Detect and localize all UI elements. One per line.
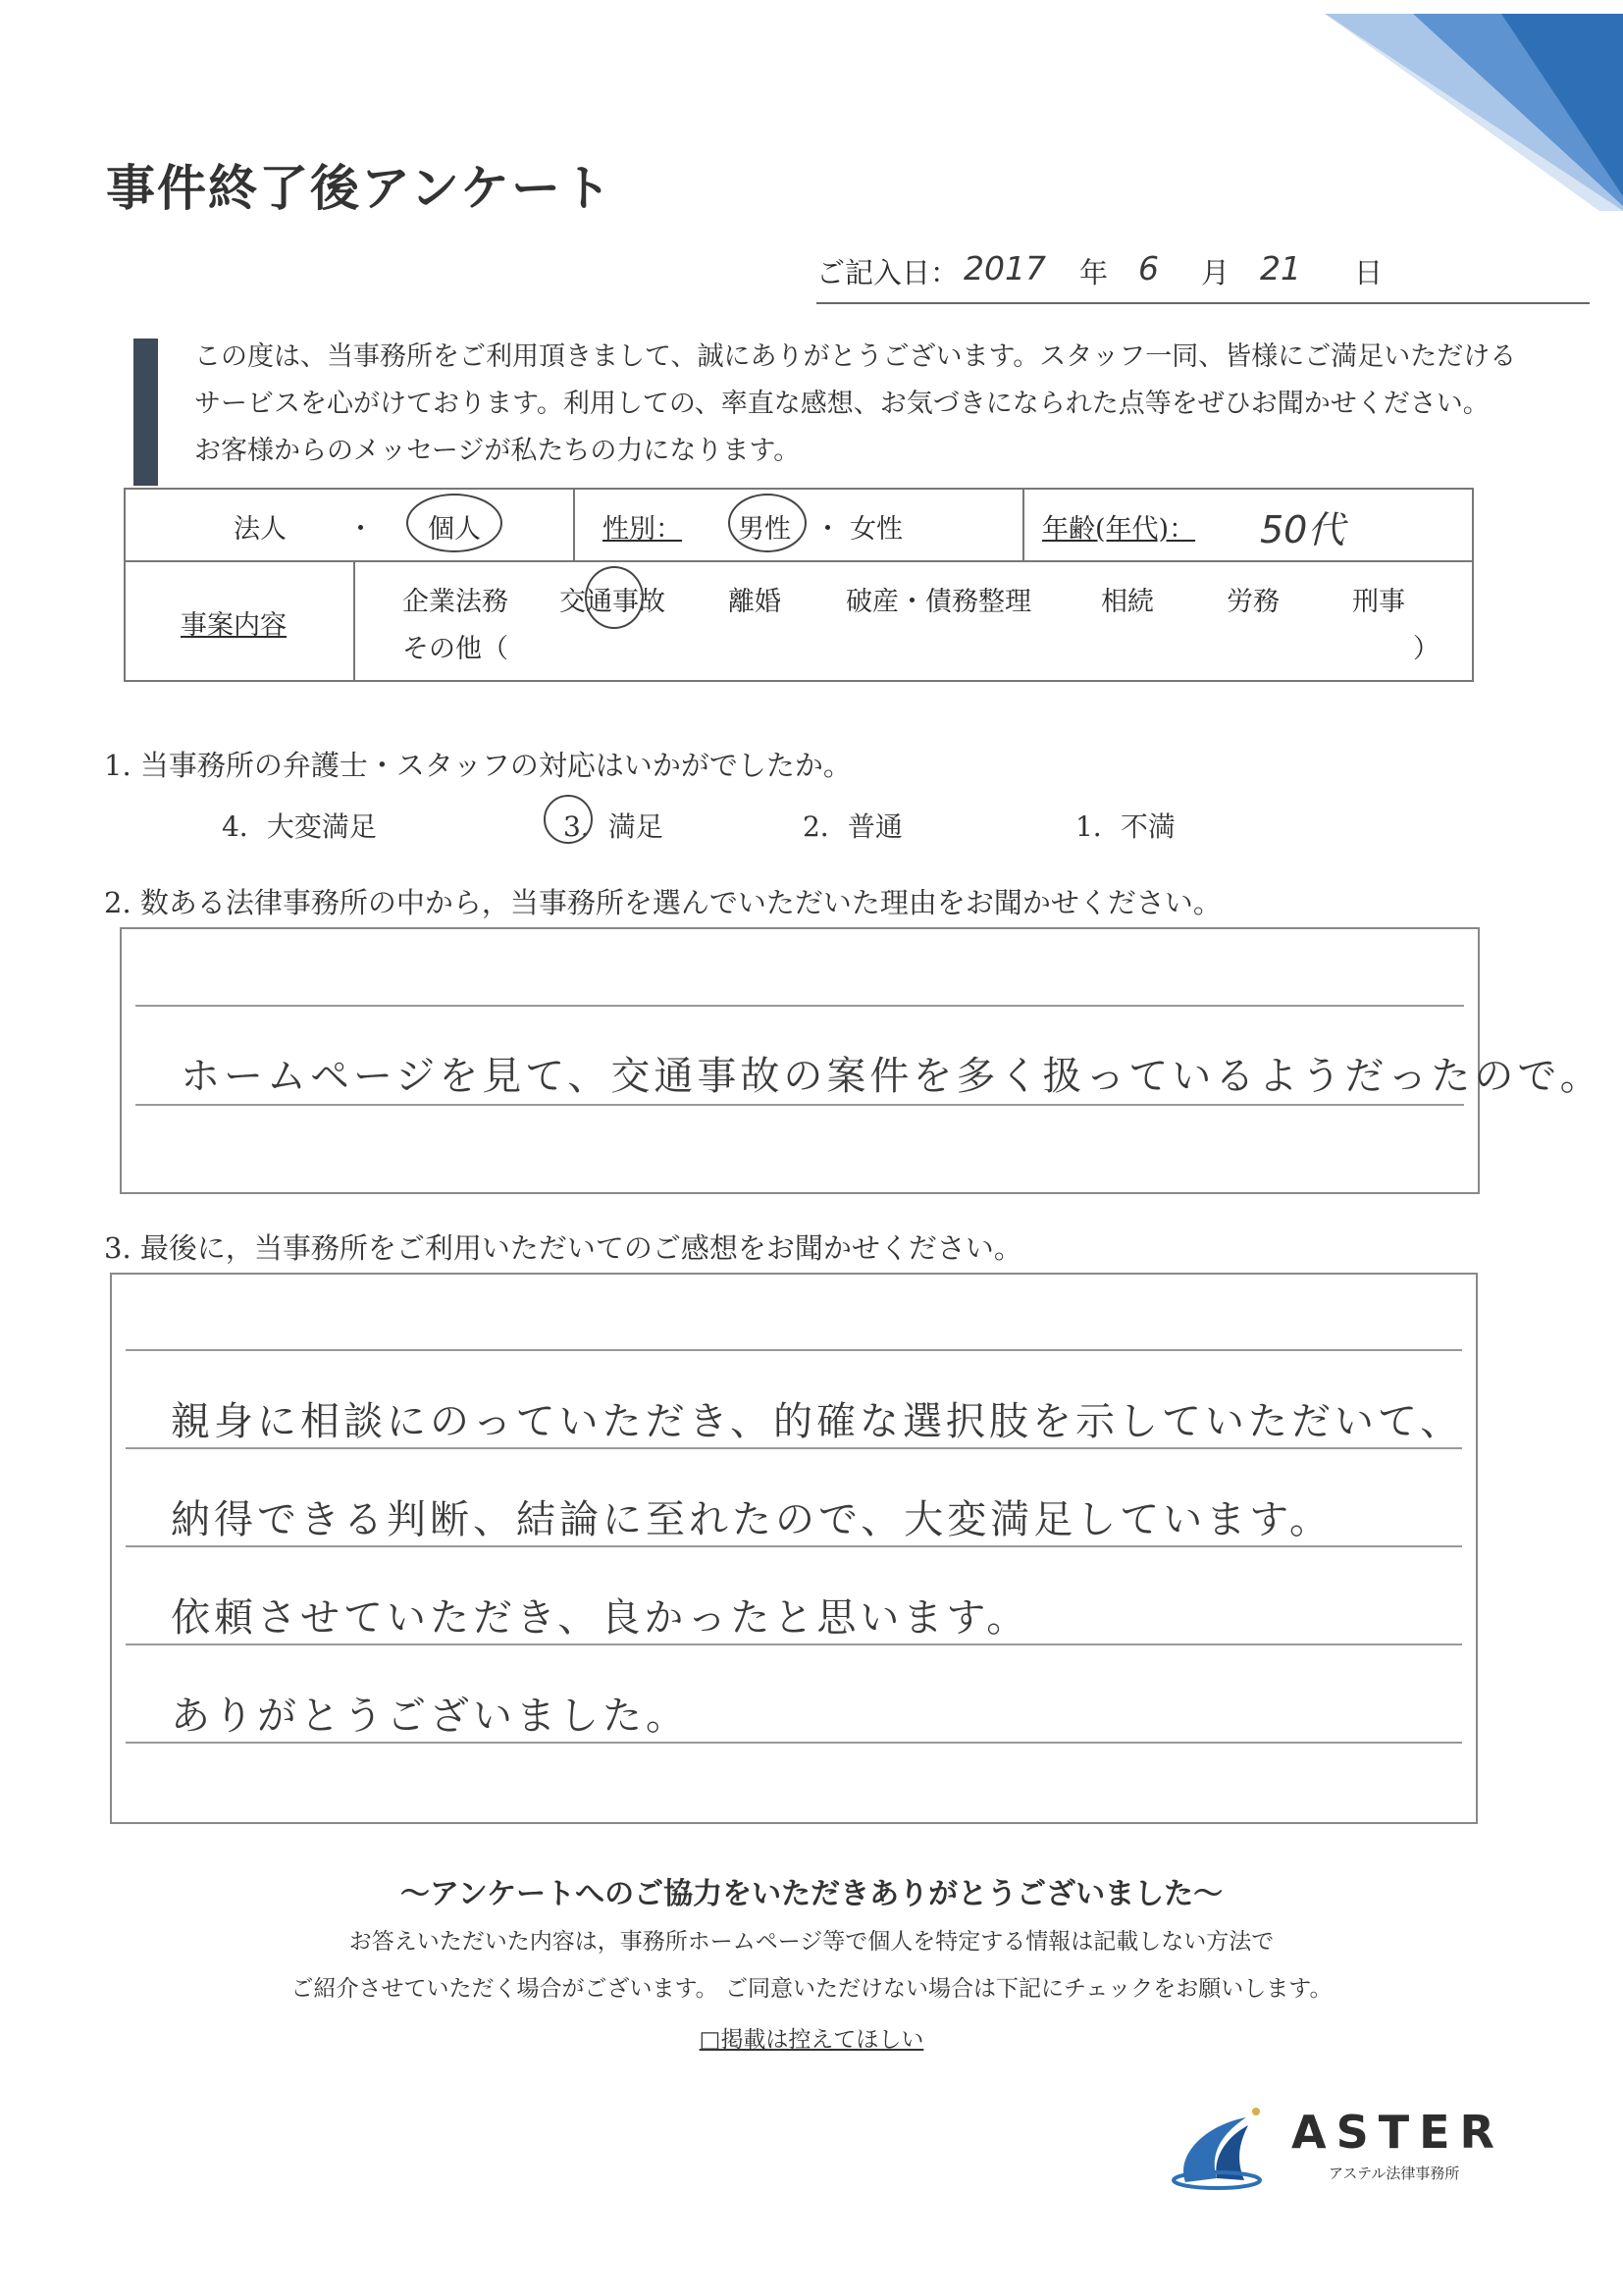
question-1: 1. 当事務所の弁護士・スタッフの対応はいかがでしたか。	[104, 749, 852, 782]
separator: ・	[347, 514, 374, 545]
question-2: 2. 数ある法律事務所の中から，当事務所を選んでいただいた理由をお聞かせください。	[104, 886, 1222, 919]
case-label: 事案内容	[181, 610, 287, 641]
date-month-unit: 月	[1201, 256, 1230, 289]
date-day: 21	[1260, 249, 1301, 287]
case-option: 離婚	[728, 587, 781, 617]
selected-circle	[728, 494, 807, 552]
q1-option: 2．普通	[803, 810, 903, 843]
intro-line-2: サービスを心がけております。利用しての、率直な感想、お気づきになられた点等をぜひお聞かせください。	[194, 389, 1490, 419]
q2-answer: ホームページを見て、交通事故の案件を多く扱っているようだったので。	[181, 1054, 1603, 1099]
age-value: 50代	[1260, 508, 1345, 551]
rule-line	[126, 1644, 1462, 1645]
q1-option: 3．満足	[563, 810, 663, 843]
table-divider	[573, 490, 575, 560]
page-title: 事件終了後アンケート	[106, 159, 613, 217]
rule-line	[126, 1742, 1462, 1744]
rule-line	[135, 1104, 1464, 1106]
separator: ・	[814, 514, 841, 545]
thanks-message: ～アンケートへのご協力をいただきありがとうございました～	[399, 1877, 1224, 1911]
date-month: 6	[1138, 249, 1159, 287]
intro-message	[133, 334, 1517, 488]
gender-label: 性別：	[602, 514, 682, 545]
aster-logo-icon	[1166, 2096, 1283, 2194]
q1-option: 1．不満	[1075, 810, 1176, 843]
date-label: ご記入日：	[816, 256, 960, 289]
no-publish-checkbox[interactable]: □掲載は控えてほしい	[699, 2027, 924, 2053]
other-close: ）	[1413, 634, 1440, 664]
date-year: 2017	[964, 249, 1046, 287]
case-option: 労務	[1227, 587, 1280, 617]
case-option: 交通事故	[559, 587, 665, 617]
intro-line-3: お客様からのメッセージが私たちの力になります。	[194, 436, 801, 466]
brand-subtitle: アステル法律事務所	[1329, 2165, 1460, 2182]
intro-line-1: この度は、当事務所をご利用頂きまして、誠にありがとうございます。スタッフ一同、皆様にご満足いただける	[194, 341, 1517, 372]
question-3: 3. 最後に，当事務所をご利用いただいてのご感想をお聞かせください。	[104, 1231, 1022, 1265]
rule-line	[135, 1005, 1464, 1007]
q3-answer-box	[110, 1273, 1478, 1824]
client-info-table	[124, 488, 1474, 682]
case-option: 刑事	[1352, 587, 1405, 617]
privacy-note-2: ご紹介させていただく場合がございます。 ご同意いただけない場合は下記にチェックをお願いします。	[290, 1976, 1333, 2002]
aster-logo	[1166, 2096, 1519, 2194]
age-label: 年齢(年代)：	[1042, 514, 1196, 545]
table-divider	[353, 560, 355, 682]
female-option: 女性	[850, 514, 903, 545]
corner-decoration	[1305, 0, 1623, 211]
brand-name: ASTER	[1291, 2106, 1504, 2159]
rule-line	[126, 1447, 1462, 1449]
rule-line	[126, 1545, 1462, 1547]
case-option: 破産・債務整理	[846, 587, 1031, 617]
table-divider	[1022, 490, 1024, 560]
selected-circle	[406, 494, 502, 552]
q3-answer-line: 親身に相談にのっていただき、的確な選択肢を示していただいて、	[171, 1399, 1464, 1444]
date-year-unit: 年	[1079, 256, 1109, 289]
selected-circle	[544, 795, 593, 844]
q3-answer-line: 依頼させていただき、良かったと思います。	[171, 1595, 1030, 1641]
q2-answer-box	[120, 927, 1603, 1194]
individual-option: 個人	[428, 514, 481, 545]
q1-option: 4．大変満足	[222, 810, 377, 843]
privacy-note-1: お答えいただいた内容は，事務所ホームページ等で個人を特定する情報は記載しない方法で	[348, 1929, 1275, 1955]
selected-circle	[585, 566, 644, 629]
corp-option: 法人	[234, 514, 287, 545]
entry-date-row	[816, 249, 1590, 304]
case-option: 企業法務	[402, 587, 508, 617]
case-option: 相続	[1101, 587, 1154, 617]
table-divider	[126, 560, 1472, 562]
intro-bar	[133, 339, 158, 486]
q3-answer-line: 納得できる判断、結論に至れたので、大変満足しています。	[171, 1497, 1333, 1542]
q3-answer-line: ありがとうございました。	[171, 1694, 689, 1739]
other-label: その他（	[402, 634, 508, 664]
date-day-unit: 日	[1354, 256, 1384, 289]
rule-line	[126, 1349, 1462, 1351]
male-option: 男性	[738, 514, 791, 545]
